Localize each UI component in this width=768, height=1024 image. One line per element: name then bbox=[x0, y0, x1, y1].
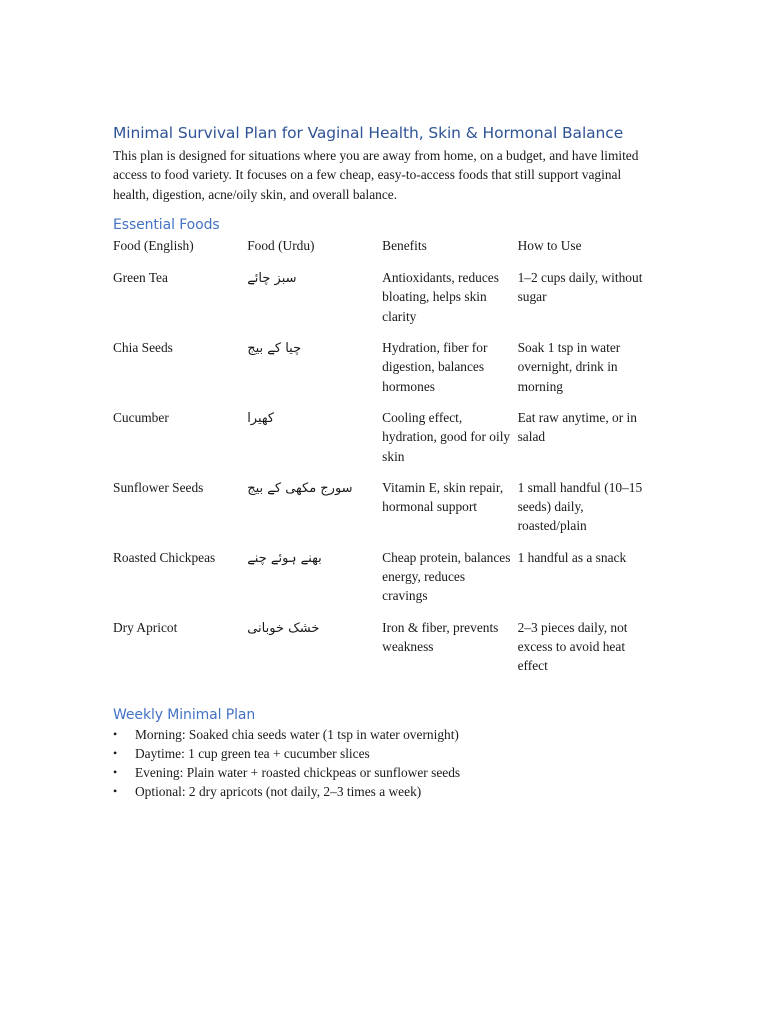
urdu-text: بھنے ہوئے چنے bbox=[247, 550, 322, 566]
list-item bbox=[113, 763, 653, 782]
document-page bbox=[113, 124, 653, 801]
column-header-how-to-use: How to Use bbox=[517, 237, 582, 253]
benefits-cell: Iron & fiber, prevents weakness bbox=[382, 619, 499, 654]
urdu-text: سبز چائے bbox=[247, 271, 297, 287]
list-item bbox=[113, 725, 653, 744]
benefits-cell: Hydration, fiber for digestion, balances hormones bbox=[382, 340, 488, 394]
bullet-icon: • bbox=[113, 745, 118, 760]
bullet-icon: • bbox=[113, 764, 118, 779]
food-english-cell: Cucumber bbox=[113, 409, 169, 425]
benefits-cell: Cooling effect, hydration, good for oily skin bbox=[382, 409, 511, 464]
table-row bbox=[113, 478, 653, 548]
essential-foods-heading: Essential Foods bbox=[113, 216, 220, 233]
table-row bbox=[113, 338, 653, 408]
food-english-cell: Roasted Chickpeas bbox=[113, 549, 216, 565]
food-urdu-cell bbox=[247, 408, 382, 478]
list-item-text: Daytime: 1 cup green tea + cucumber slices bbox=[135, 745, 370, 761]
food-english-cell: Green Tea bbox=[113, 270, 168, 286]
how-to-use-cell: Soak 1 tsp in water overnight, drink in morning bbox=[517, 340, 621, 394]
food-english-cell: Sunflower Seeds bbox=[113, 479, 204, 495]
list-item bbox=[113, 744, 653, 763]
list-item bbox=[113, 782, 653, 801]
column-header-food-english: Food (English) bbox=[113, 237, 194, 253]
intro-paragraph: This plan is designed for situations where you are away from home, on a budget, and have limited access to food variety. It focuses on a few cheap, easy-to-access foods that still support vaginal health, digestion, acne/oily skin, and overall balance. bbox=[113, 148, 639, 202]
table-row bbox=[113, 548, 653, 618]
table-row bbox=[113, 268, 653, 338]
how-to-use-cell: 1–2 cups daily, without sugar bbox=[517, 270, 643, 305]
food-urdu-cell bbox=[247, 338, 382, 408]
urdu-text: کھیرا bbox=[247, 410, 275, 426]
table-row bbox=[113, 618, 653, 688]
weekly-plan-heading: Weekly Minimal Plan bbox=[113, 706, 256, 723]
column-header-food-urdu: Food (Urdu) bbox=[247, 237, 315, 253]
food-urdu-cell bbox=[247, 618, 382, 688]
food-english-cell: Dry Apricot bbox=[113, 619, 178, 635]
benefits-cell: Cheap protein, balances energy, reduces cravings bbox=[382, 549, 511, 604]
weekly-plan-list bbox=[113, 725, 653, 801]
table-row bbox=[113, 408, 653, 478]
how-to-use-cell: 2–3 pieces daily, not excess to avoid heat effect bbox=[517, 619, 628, 674]
table-header-row bbox=[113, 236, 653, 268]
how-to-use-cell: 1 handful as a snack bbox=[517, 549, 627, 565]
food-urdu-cell bbox=[247, 268, 382, 338]
document-title: Minimal Survival Plan for Vaginal Health, Skin & Hormonal Balance bbox=[113, 124, 624, 142]
column-header-benefits: Benefits bbox=[382, 237, 427, 253]
bullet-icon: • bbox=[113, 726, 118, 741]
urdu-text: سورج مکھی کے بیج bbox=[247, 480, 353, 496]
urdu-text: چیا کے بیج bbox=[247, 341, 302, 357]
list-item-text: Optional: 2 dry apricots (not daily, 2–3 times a week) bbox=[135, 783, 422, 799]
how-to-use-cell: 1 small handful (10–15 seeds) daily, roasted/plain bbox=[517, 479, 643, 534]
benefits-cell: Antioxidants, reduces bloating, helps skin clarity bbox=[382, 270, 499, 324]
benefits-cell: Vitamin E, skin repair, hormonal support bbox=[382, 479, 504, 515]
food-english-cell: Chia Seeds bbox=[113, 340, 173, 356]
food-urdu-cell bbox=[247, 478, 382, 548]
bullet-icon: • bbox=[113, 783, 118, 798]
how-to-use-cell: Eat raw anytime, or in salad bbox=[517, 409, 637, 445]
food-urdu-cell bbox=[247, 548, 382, 618]
list-item-text: Morning: Soaked chia seeds water (1 tsp in water overnight) bbox=[135, 726, 459, 742]
list-item-text: Evening: Plain water + roasted chickpeas or sunflower seeds bbox=[135, 764, 461, 780]
essential-foods-table bbox=[113, 236, 653, 688]
urdu-text: خشک خوبانی bbox=[247, 620, 320, 636]
